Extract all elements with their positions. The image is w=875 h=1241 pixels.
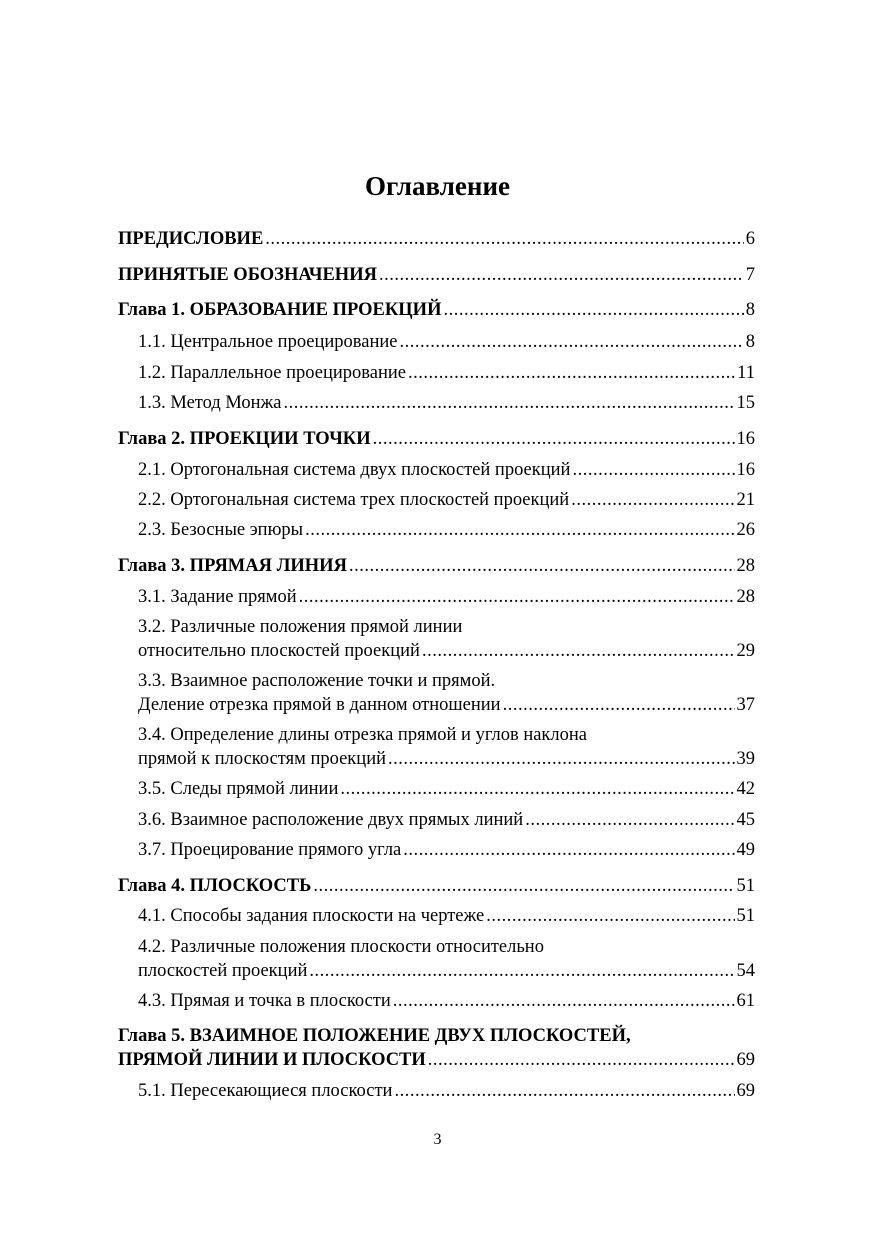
toc-entry[interactable]: 1.2. Параллельное проецирование ..... 11 <box>138 361 755 385</box>
toc-entry[interactable]: Глава 3. ПРЯМАЯ ЛИНИЯ ..... 28 <box>118 554 755 578</box>
page-title: Оглавление <box>365 171 510 201</box>
toc-entry[interactable]: 4.3. Прямая и точка в плоскости ..... 61 <box>138 989 755 1013</box>
toc-entry[interactable]: прямой к плоскостям проекций ..... 39 <box>138 747 755 771</box>
toc-entry[interactable]: Глава 1. ОБРАЗОВАНИЕ ПРОЕКЦИЙ ..... 8 <box>118 298 755 322</box>
toc-entry[interactable]: относительно плоскостей проекций ..... 29 <box>138 639 755 663</box>
toc-entry[interactable]: 2.1. Ортогональная система двух плоскостей проекций ..... 16 <box>138 458 755 482</box>
toc-entry[interactable]: Глава 2. ПРОЕКЦИИ ТОЧКИ ..... 16 <box>118 427 755 451</box>
toc-entry[interactable]: Глава 4. ПЛОСКОСТЬ ..... 51 <box>118 874 755 898</box>
toc-entry[interactable]: 1.3. Метод Монжа ..... 15 <box>138 391 755 415</box>
toc-entry[interactable]: 4.1. Способы задания плоскости на чертеже ..... 51 <box>138 904 755 928</box>
toc-entry[interactable]: Деление отрезка прямой в данном отношении ..... 37 <box>138 693 755 717</box>
toc-entry-line: Глава 5. ВЗАИМНОЕ ПОЛОЖЕНИЕ ДВУХ ПЛОСКОСТЕЙ, <box>118 1026 631 1046</box>
toc-entry[interactable]: 3.6. Взаимное расположение двух прямых линий ..... 45 <box>138 808 755 832</box>
toc-entry[interactable]: ПРЕДИСЛОВИЕ ..... 6 <box>118 227 755 251</box>
toc-entry-line: 3.3. Взаимное расположение точки и прямой. <box>138 671 496 691</box>
toc-entry[interactable]: ПРИНЯТЫЕ ОБОЗНАЧЕНИЯ ..... 7 <box>118 263 755 287</box>
toc-entry[interactable]: 5.1. Пересекающиеся плоскости ..... 69 <box>138 1079 755 1103</box>
toc-entry-line: 3.4. Определение длины отрезка прямой и углов наклона <box>138 725 588 745</box>
toc-entry-line: 4.2. Различные положения плоскости относительно <box>138 937 544 957</box>
toc-entry[interactable]: 3.7. Проецирование прямого угла ..... 49 <box>138 838 755 862</box>
toc-entry[interactable]: 1.1. Центральное проецирование ..... 8 <box>138 330 755 354</box>
toc-entry-line: 3.2. Различные положения прямой линии <box>138 617 463 637</box>
toc-entry[interactable]: плоскостей проекций ..... 54 <box>138 959 755 983</box>
toc-entry[interactable]: 2.2. Ортогональная система трех плоскостей проекций ..... 21 <box>138 488 755 512</box>
toc-entry[interactable]: 2.3. Безосные эпюры ..... 26 <box>138 518 755 542</box>
toc-entry[interactable]: 3.5. Следы прямой линии ..... 42 <box>138 777 755 801</box>
page-number: 3 <box>433 1131 442 1148</box>
toc-entry[interactable]: 3.1. Задание прямой ..... 28 <box>138 585 755 609</box>
toc-entry[interactable]: ПРЯМОЙ ЛИНИИ И ПЛОСКОСТИ ..... 69 <box>118 1048 755 1072</box>
